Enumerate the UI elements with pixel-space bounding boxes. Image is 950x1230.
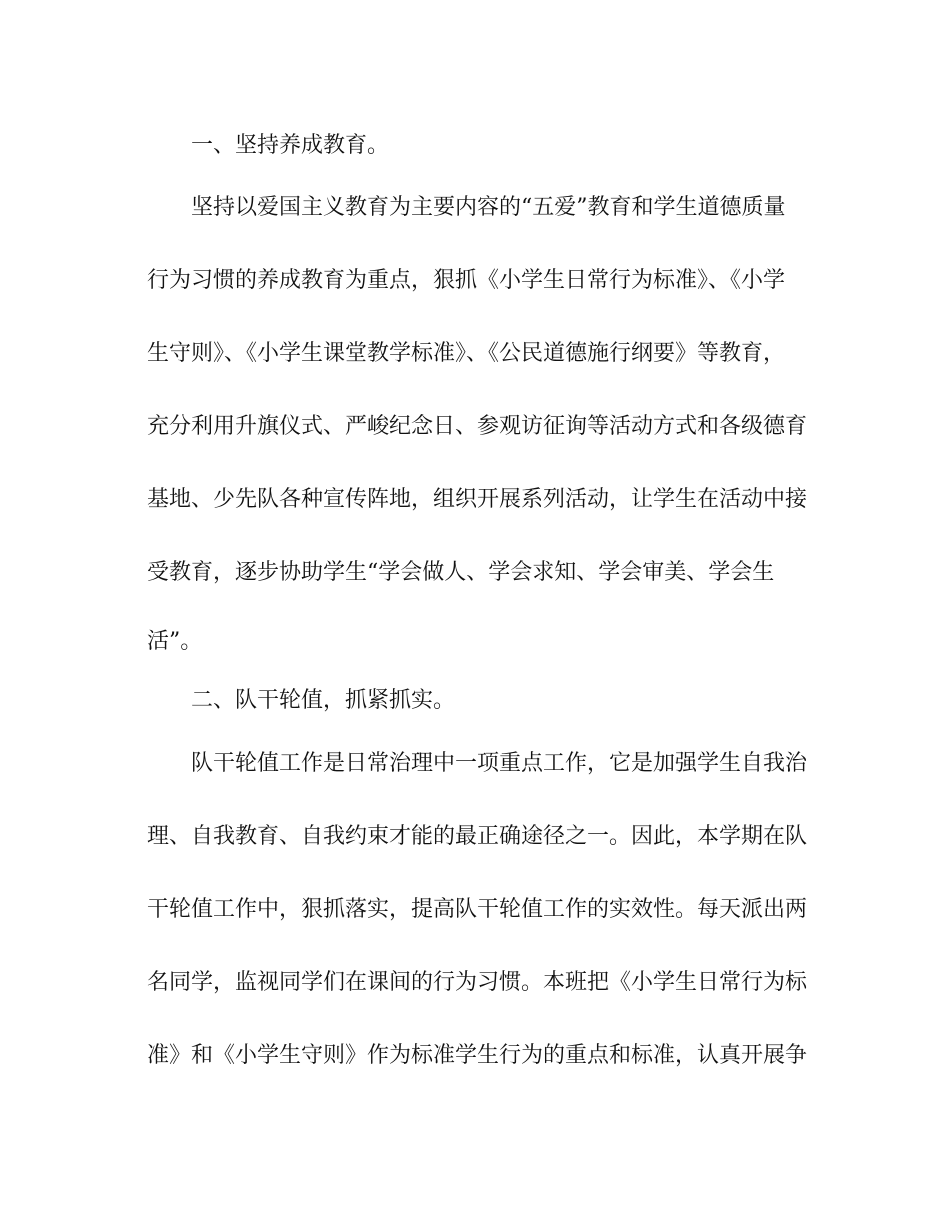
paragraph-line: 基地、少先队各种宣传阵地，组织开展系列活动，让学生在活动中接 — [147, 487, 808, 512]
paragraph-line: 行为习惯的养成教育为重点，狠抓《小学生日常行为标准》、《小学 — [147, 268, 786, 293]
paragraph-line: 理、自我教育、自我约束才能的最正确途径之一。因此，本学期在队 — [147, 824, 808, 849]
paragraph-line: 队干轮值工作是日常治理中一项重点工作，它是加强学生自我治 — [191, 751, 808, 776]
section-heading-2: 二、队干轮值，抓紧抓实。 — [191, 688, 456, 713]
paragraph-line: 干轮值工作中，狠抓落实，提高队干轮值工作的实效性。每天派出两 — [147, 897, 808, 922]
section-heading-1: 一、坚持养成教育。 — [191, 133, 390, 158]
paragraph-line: 准》和《小学生守则》作为标准学生行为的重点和标准，认真开展争 — [147, 1043, 808, 1068]
paragraph-line: 生守则》、《小学生课堂教学标准》、《公民道德施行纲要》等教育， — [147, 341, 786, 366]
paragraph-line: 受教育，逐步协助学生“学会做人、学会求知、学会审美、学会生 — [147, 560, 775, 585]
paragraph-line: 活”。 — [147, 629, 203, 654]
paragraph-line: 充分利用升旗仪式、严峻纪念日、参观访征询等活动方式和各级德育 — [147, 414, 808, 439]
paragraph-line: 坚持以爱国主义教育为主要内容的“五爱”教育和学生道德质量 — [191, 195, 786, 220]
paragraph-line: 名同学，监视同学们在课间的行为习惯。本班把《小学生日常行为标 — [147, 970, 808, 995]
